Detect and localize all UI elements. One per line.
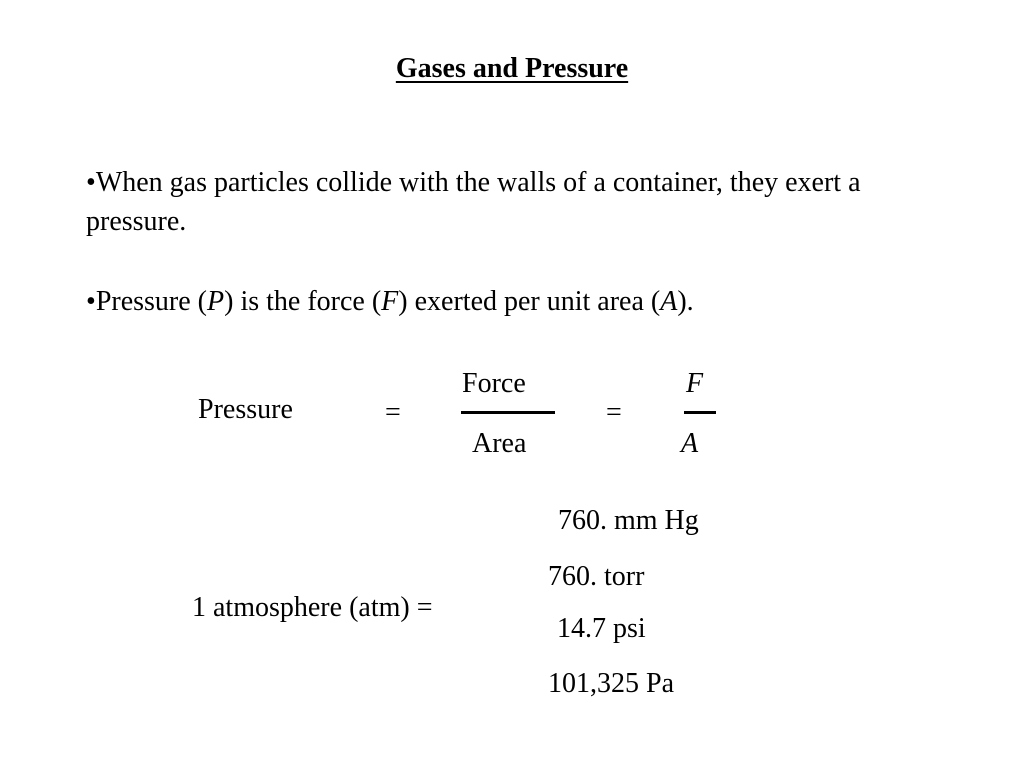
variable-p: P <box>207 286 225 317</box>
variable-a: A <box>660 286 678 317</box>
bullet-text-3: ) exerted per unit area ( <box>398 286 661 317</box>
bullet-text-4: ). <box>677 286 694 317</box>
bullet-marker: • <box>86 167 96 198</box>
atm-value-torr: 760. torr <box>548 561 645 592</box>
fraction-numerator-force: Force <box>462 368 526 399</box>
equation-lhs: Pressure <box>198 394 293 425</box>
atm-value-psi: 14.7 psi <box>557 613 646 644</box>
bullet-text: When gas particles collide with the walls of a container, they exert a pressure. <box>86 167 861 237</box>
equation-equals-1: = <box>385 397 401 428</box>
atmosphere-lhs: 1 atmosphere (atm) = <box>192 592 433 623</box>
fraction-numerator-f: F <box>686 368 704 399</box>
bullet-marker: • <box>86 286 96 317</box>
atm-value-pa: 101,325 Pa <box>548 668 674 699</box>
fraction-denominator-a: A <box>681 428 699 459</box>
fraction-denominator-area: Area <box>472 428 527 459</box>
fraction-bar-symbols <box>684 411 716 414</box>
fraction-bar-words <box>461 411 555 414</box>
bullet-text-2: ) is the force ( <box>224 286 382 317</box>
bullet-pressure-definition <box>86 282 946 321</box>
atm-value-mmhg: 760. mm Hg <box>558 505 699 536</box>
bullet-text-1: Pressure ( <box>95 286 208 317</box>
equation-equals-2: = <box>606 397 622 428</box>
variable-f: F <box>381 286 399 317</box>
page-title: Gases and Pressure <box>395 53 629 84</box>
bullet-gas-collisions <box>86 163 946 241</box>
